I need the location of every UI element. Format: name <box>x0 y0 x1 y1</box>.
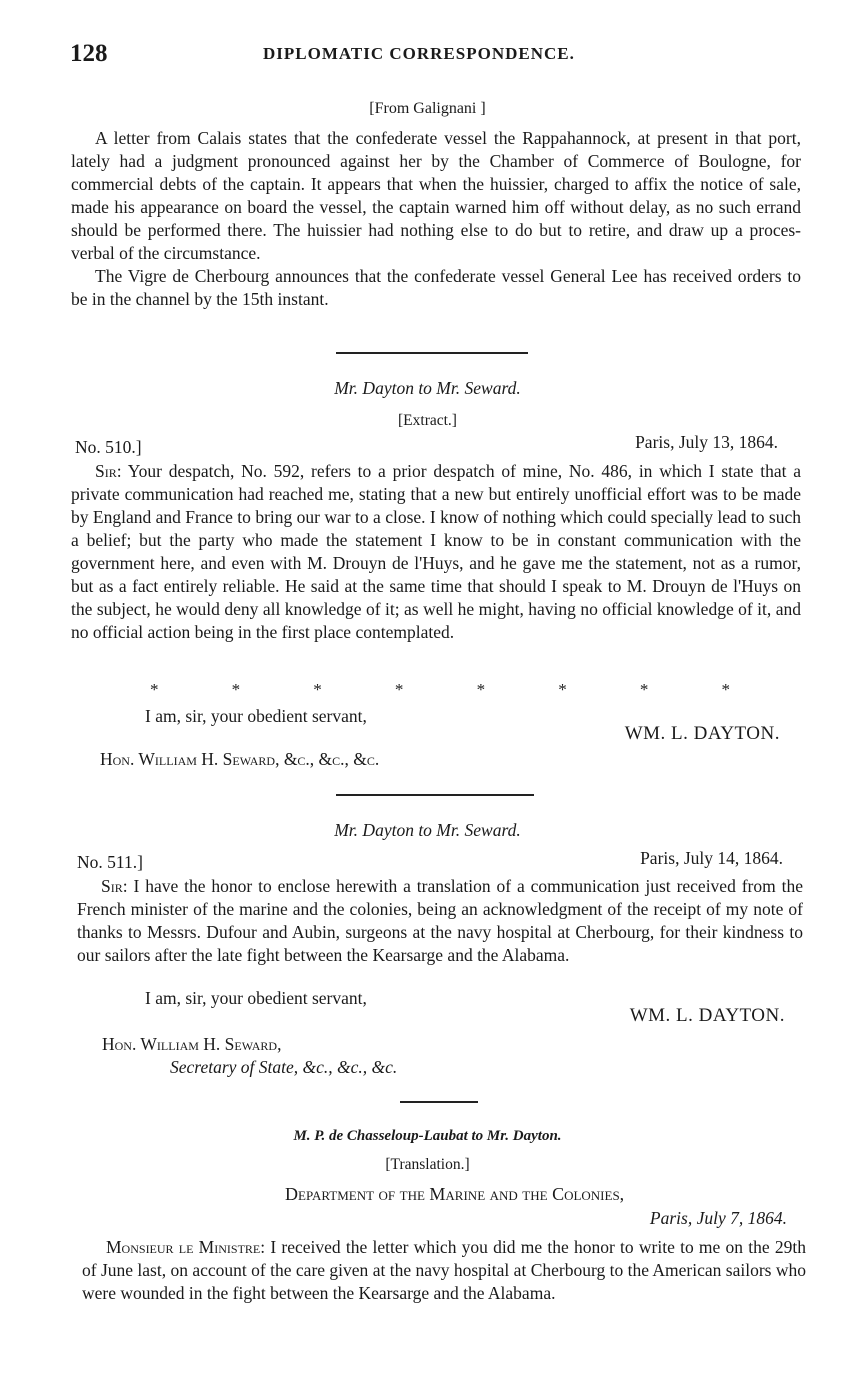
omission-star: * <box>558 680 567 699</box>
letter-510-addressee: Hon. William H. Seward, &c., &c., &c. <box>100 749 380 769</box>
section-divider <box>336 794 534 796</box>
section-divider <box>336 352 528 354</box>
galignani-paragraph-2: The Vigre de Cherbourg announces that the confederate vessel General Lee has received orders to be in the channel by the 15th instant. <box>71 266 801 309</box>
omission-stars <box>150 680 730 700</box>
omission-star: * <box>721 680 730 699</box>
omission-star: * <box>394 680 404 699</box>
letter-510-body-block <box>71 460 801 644</box>
letter-510-closing: I am, sir, your obedient servant, <box>145 706 367 726</box>
letter-511-addressee-title: Secretary of State, &c., &c., &c. <box>170 1057 398 1077</box>
section-divider <box>400 1101 478 1103</box>
letter-511-body-block <box>77 875 803 967</box>
translation-salutation: Monsieur le Ministre: <box>106 1237 266 1257</box>
page-number: 128 <box>70 40 108 67</box>
letter-511-body: I have the honor to enclose herewith a translation of a communication just received from the French minister of the marine and the colonies, being an acknowledgment of the receipt of my note of thanks to Messrs. Dufour and Aubin, surgeons at the navy hospital at Cherbourg, for their kindness to our sailors after the late fight between the Kearsarge and the Alabama. <box>77 876 803 965</box>
letter-510-heading: Mr. Dayton to Mr. Seward. <box>334 378 521 398</box>
omission-star: * <box>639 680 649 699</box>
letter-511-signature: WM. L. DAYTON. <box>629 1005 785 1026</box>
department-name: Department of the Marine and the Colonies, <box>285 1184 625 1204</box>
letter-510-extract-note: [Extract.] <box>398 412 457 429</box>
omission-star: * <box>231 680 241 699</box>
letter-511-salutation: Sir: <box>101 876 128 896</box>
letter-510-body: Your despatch, No. 592, refers to a prior despatch of mine, No. 486, in which I state that a private communication had reached me, stating that a new but entirely unofficial effort was to be made by England and France to bring our war to a close. I know of nothing which could specially lead to such a belief; but the party who made the statement I know to be in constant communication with the government here, and even with M. Drouyn de l'Huys, and he gave me the statement, not as a rumor, but as a fact entirely reliable. He said at the same time that should I speak to M. Drouyn de l'Huys on the subject, he would deny all knowledge of it; as well he might, having no official knowledge of it, and no official action being in the first place contemplated. <box>71 461 801 642</box>
letter-511-heading: Mr. Dayton to Mr. Seward. <box>334 820 521 840</box>
letter-510-number: No. 510.] <box>75 437 142 457</box>
source-note: [From Galignani ] <box>369 100 486 117</box>
letter-511-closing: I am, sir, your obedient servant, <box>145 988 367 1008</box>
letter-511-number: No. 511.] <box>77 852 143 872</box>
omission-star: * <box>150 680 159 699</box>
letter-510-signature: WM. L. DAYTON. <box>624 723 780 744</box>
letter-511-addressee-name: Hon. William H. Seward, <box>102 1034 282 1054</box>
omission-star: * <box>476 680 486 699</box>
translation-body: I received the letter which you did me the honor to write to me on the 29th of June last, on account of the care given at the navy hospital at Cherbourg to the American sailors who were wounded in the fight between the Kearsarge and the Alabama. <box>82 1237 806 1303</box>
galignani-article <box>71 127 801 311</box>
galignani-paragraph-1: A letter from Calais states that the confederate vessel the Rappahannock, at present in that port, lately had a judgment pronounced against her by the Chamber of Commerce of Boulogne, for commercial debts of the captain. It appears that when the huissier, charged to affix the notice of sale, made his appearance on board the vessel, the captain warned him off without delay, as no such errand should be performed there. The huissier had nothing else to do but to retire, and draw up a proces-verbal of the circumstance. <box>71 128 801 263</box>
translation-dateline: Paris, July 7, 1864. <box>649 1208 787 1228</box>
running-title: DIPLOMATIC CORRESPONDENCE. <box>263 44 575 63</box>
letter-510-salutation: Sir: <box>95 461 122 481</box>
translation-body-block <box>82 1236 806 1305</box>
translation-heading: M. P. de Chasseloup-Laubat to Mr. Dayton. <box>293 1128 562 1144</box>
translation-note: [Translation.] <box>385 1156 470 1173</box>
letter-511-dateline: Paris, July 14, 1864. <box>640 848 783 868</box>
letter-510-dateline: Paris, July 13, 1864. <box>635 432 778 452</box>
omission-star: * <box>313 680 322 699</box>
